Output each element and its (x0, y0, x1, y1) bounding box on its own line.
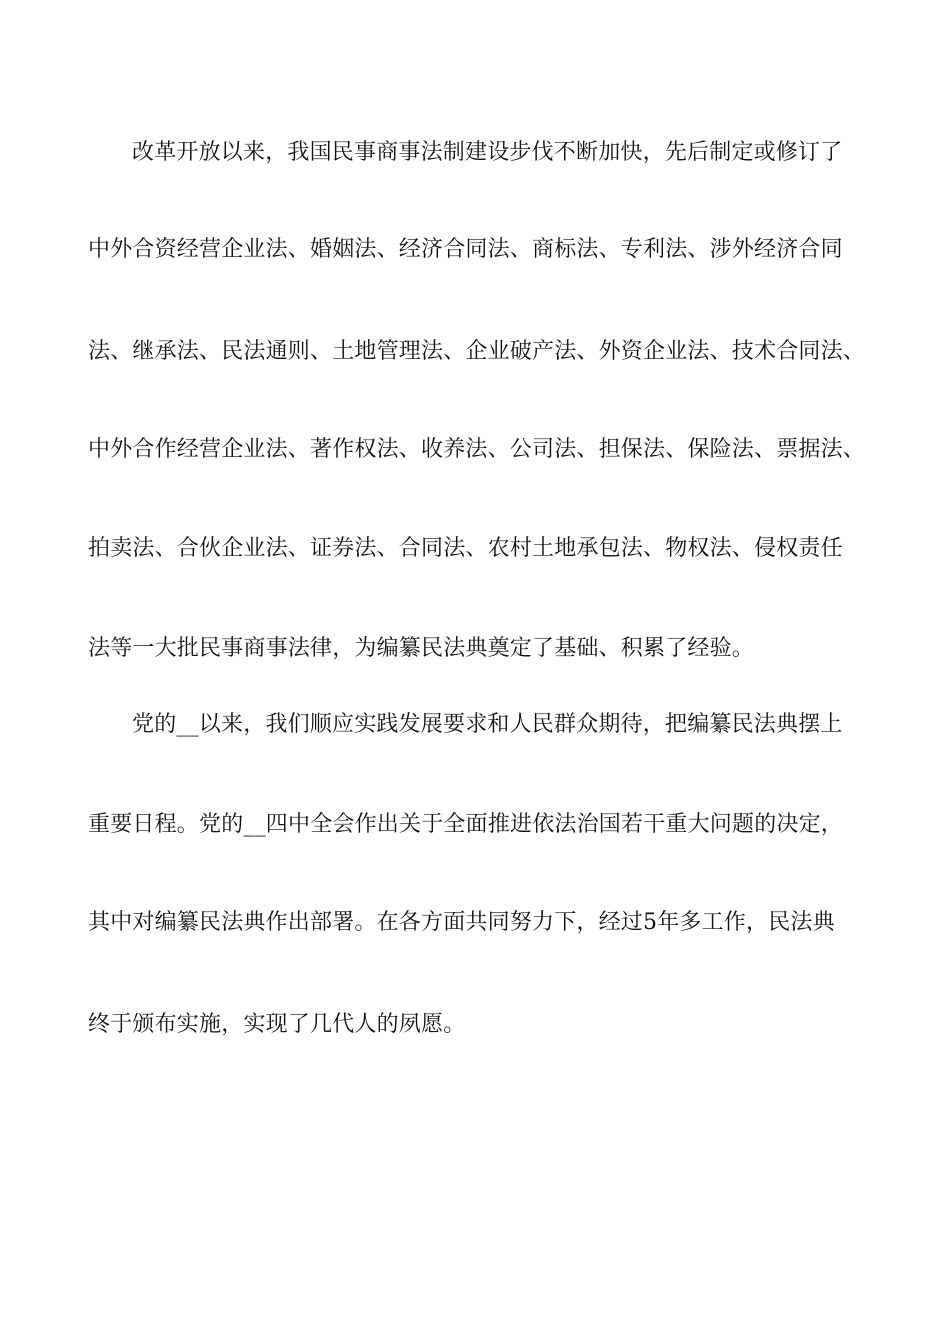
paragraph-1-line-4: 中外合作经营企业法、著作权法、收养法、公司法、担保法、保险法、票据法、 (88, 437, 866, 462)
paragraph-1-line-6: 法等一大批民事商事法律，为编纂民法典奠定了基础、积累了经验。 (88, 636, 755, 661)
paragraph-1-line-3: 法、继承法、民法通则、土地管理法、企业破产法、外资企业法、技术合同法、 (88, 339, 866, 364)
paragraph-2-line-1: 党的__以来，我们顺应实践发展要求和人民群众期待，把编纂民法典摆上 (132, 712, 843, 737)
paragraph-2-line-2: 重要日程。党的__四中全会作出关于全面推进依法治国若干重大问题的决定， (88, 812, 844, 837)
paragraph-2-line-4: 终于颁布实施，实现了几代人的夙愿。 (88, 1012, 466, 1037)
paragraph-2-line-3: 其中对编纂民法典作出部署。在各方面共同努力下，经过5年多工作，民法典 (88, 910, 835, 935)
paragraph-1-line-1: 改革开放以来，我国民事商事法制建设步伐不断加快，先后制定或修订了 (132, 140, 843, 165)
paragraph-1-line-5: 拍卖法、合伙企业法、证券法、合同法、农村土地承包法、物权法、侵权责任 (88, 536, 843, 561)
paragraph-1-line-2: 中外合资经营企业法、婚姻法、经济合同法、商标法、专利法、涉外经济合同 (88, 237, 843, 262)
